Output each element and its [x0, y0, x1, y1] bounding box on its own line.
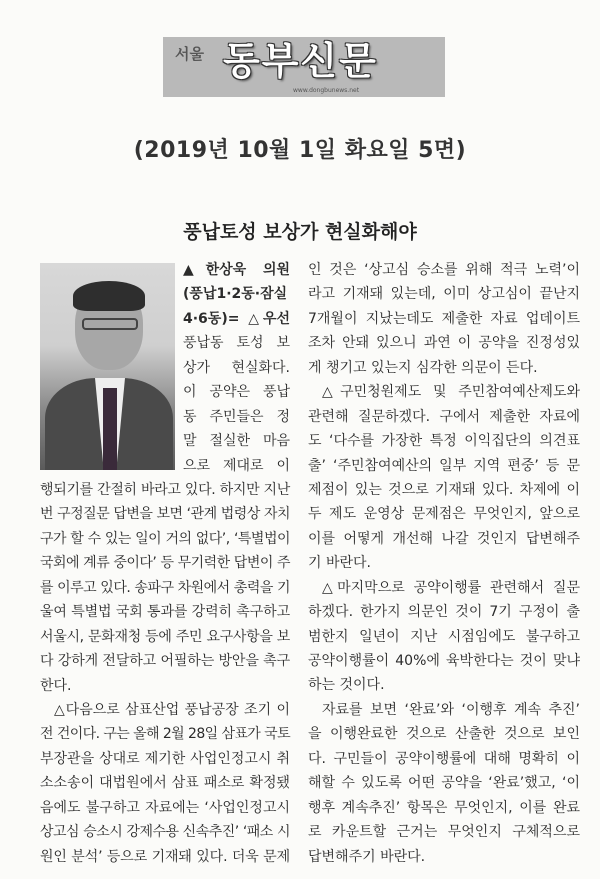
logo-url: www.dongbunews.net — [293, 87, 360, 94]
text-line: 다. 구민들이 공약이행률에 대해 명확히 이 — [308, 750, 580, 767]
text-line: 구가 할 수 있는 일이 거의 없다’, ‘특별법이 — [40, 530, 290, 547]
text-line: 을 이행완료한 것으로 산출한 것으로 보인 — [308, 726, 580, 743]
text-line: 로 카운트할 근거는 무엇인지 구체적으로 — [308, 824, 580, 841]
newspaper-logo — [163, 37, 445, 97]
text-line: 상고심 승소시 강제수용 신속추진’ ‘패소 시 — [40, 824, 290, 841]
text-line: 상가 현실화다. — [183, 359, 290, 376]
text-line: 7개월이 지났는데도 제출한 자료 업데이트 — [308, 310, 580, 327]
text-line: 관련해 질문하겠다. 구에서 제출한 자료에 — [308, 408, 580, 425]
text-line: 해할 수 있도록 어떤 공약을 ‘완료’했고, ‘이 — [308, 775, 580, 792]
text-line: 행되기를 간절히 바라고 있다. 하지만 지난 — [40, 482, 290, 498]
text-line: △다음으로 삼표산업 풍납공장 조기 이 — [54, 701, 290, 718]
text-line: 이 공약은 풍납 — [183, 384, 290, 401]
text-line: 답변해주기 바란다. — [308, 848, 426, 865]
text-line: 행후 계속추진’ 항목은 무엇인지, 이를 완료 — [308, 799, 580, 816]
text-line: △구민청원제도 및 주민참여예산제도와 — [322, 384, 580, 401]
left-column — [40, 478, 290, 869]
text-line: 게 챙기고 있는지 심각한 의문이 든다. — [308, 359, 538, 376]
text-line: 인 것은 ‘상고심 승소를 위해 적극 노력’이 — [308, 262, 580, 278]
text-line: 국회에 계류 중이다’ 등 무기력한 답변이 주 — [40, 555, 290, 572]
text-line: 하는 것이다. — [308, 677, 385, 694]
left-column-beside-photo — [183, 258, 290, 478]
text-line: 공약이행률이 40%에 육박한다는 것이 맞냐 — [308, 653, 580, 669]
text-line: 동 주민들은 정 — [183, 408, 290, 425]
text-line: 도 ‘다수를 가장한 특정 이익집단의 의견표 — [308, 433, 580, 450]
text-line: 풍납동 토성 보 — [183, 335, 290, 352]
text-line: 음에도 불구하고 자료에는 ‘사업인정고시 — [40, 799, 290, 816]
text-line: 원인 분석’ 등으로 기재돼 있다. 더욱 문제 — [40, 848, 290, 865]
text-line: 울여 특별법 국회 통과를 강력히 촉구하고 — [40, 604, 290, 621]
text-line: 두 제도 운영상 문제점은 무엇인지, 앞으로 — [308, 506, 580, 523]
text-line: ▲한상욱 의원 — [183, 262, 290, 278]
text-line: 를 이루고 있다. 송파구 차원에서 총력을 기 — [40, 579, 290, 596]
text-line: △마지막으로 공약이행률 관련해서 질문 — [322, 579, 580, 596]
text-line: 기 바란다. — [308, 555, 371, 572]
text-line: (풍납1·2동·잠실 — [183, 286, 288, 303]
text-line: 말 절실한 마음 — [183, 433, 290, 450]
text-line: 서울시, 문화재청 등에 주민 요구사항을 보 — [40, 628, 290, 645]
text-line: 번 구정질문 답변을 보면 ‘관계 법령상 자치 — [40, 506, 290, 523]
text-line: 소소송이 대법원에서 삼표 패소로 확정됐 — [40, 775, 290, 792]
dateline: (2019년 10월 1일 화요일 5면) — [133, 138, 467, 163]
text-line: 다 강하게 전달하고 어필하는 방안을 촉구 — [40, 653, 290, 670]
text-line: 전 건이다. 구는 올해 2월 28일 삼표가 국토 — [40, 726, 290, 743]
text-line: 자료를 보면 ‘완료’와 ‘이행후 계속 추진’ — [322, 701, 580, 718]
text-line: 조차 안돼 있으니 과연 이 공약을 진정성있 — [308, 335, 580, 352]
text-line: 범한지 일년이 지난 시점임에도 불구하고 — [308, 628, 580, 645]
text-line: 으로 제대로 이 — [183, 457, 290, 474]
text-line: 라고 기재돼 있는데, 이미 상고심이 끝난지 — [308, 286, 580, 303]
councilor-photo — [40, 263, 175, 470]
logo-prefix: 서울 — [175, 45, 204, 63]
text-line: 이를 어떻게 개선해 나갈 것인지 답변해주 — [308, 530, 580, 547]
text-line: 한다. — [40, 677, 72, 694]
article-headline: 풍납토성 보상가 현실화해야 — [183, 221, 417, 243]
logo-name: 동부신문 — [223, 38, 378, 83]
text-line: 4·6동)= △우선 — [183, 310, 290, 327]
right-column — [308, 258, 580, 869]
text-line: 하겠다. 한가지 의문인 것이 7기 구정이 출 — [308, 604, 580, 621]
text-line: 부장관을 상대로 제기한 사업인정고시 취 — [40, 750, 290, 767]
text-line: 출’ ‘주민참여예산의 일부 지역 편중’ 등 문 — [308, 457, 580, 474]
text-line: 제점이 있는 것으로 기재돼 있다. 차제에 이 — [308, 481, 580, 498]
